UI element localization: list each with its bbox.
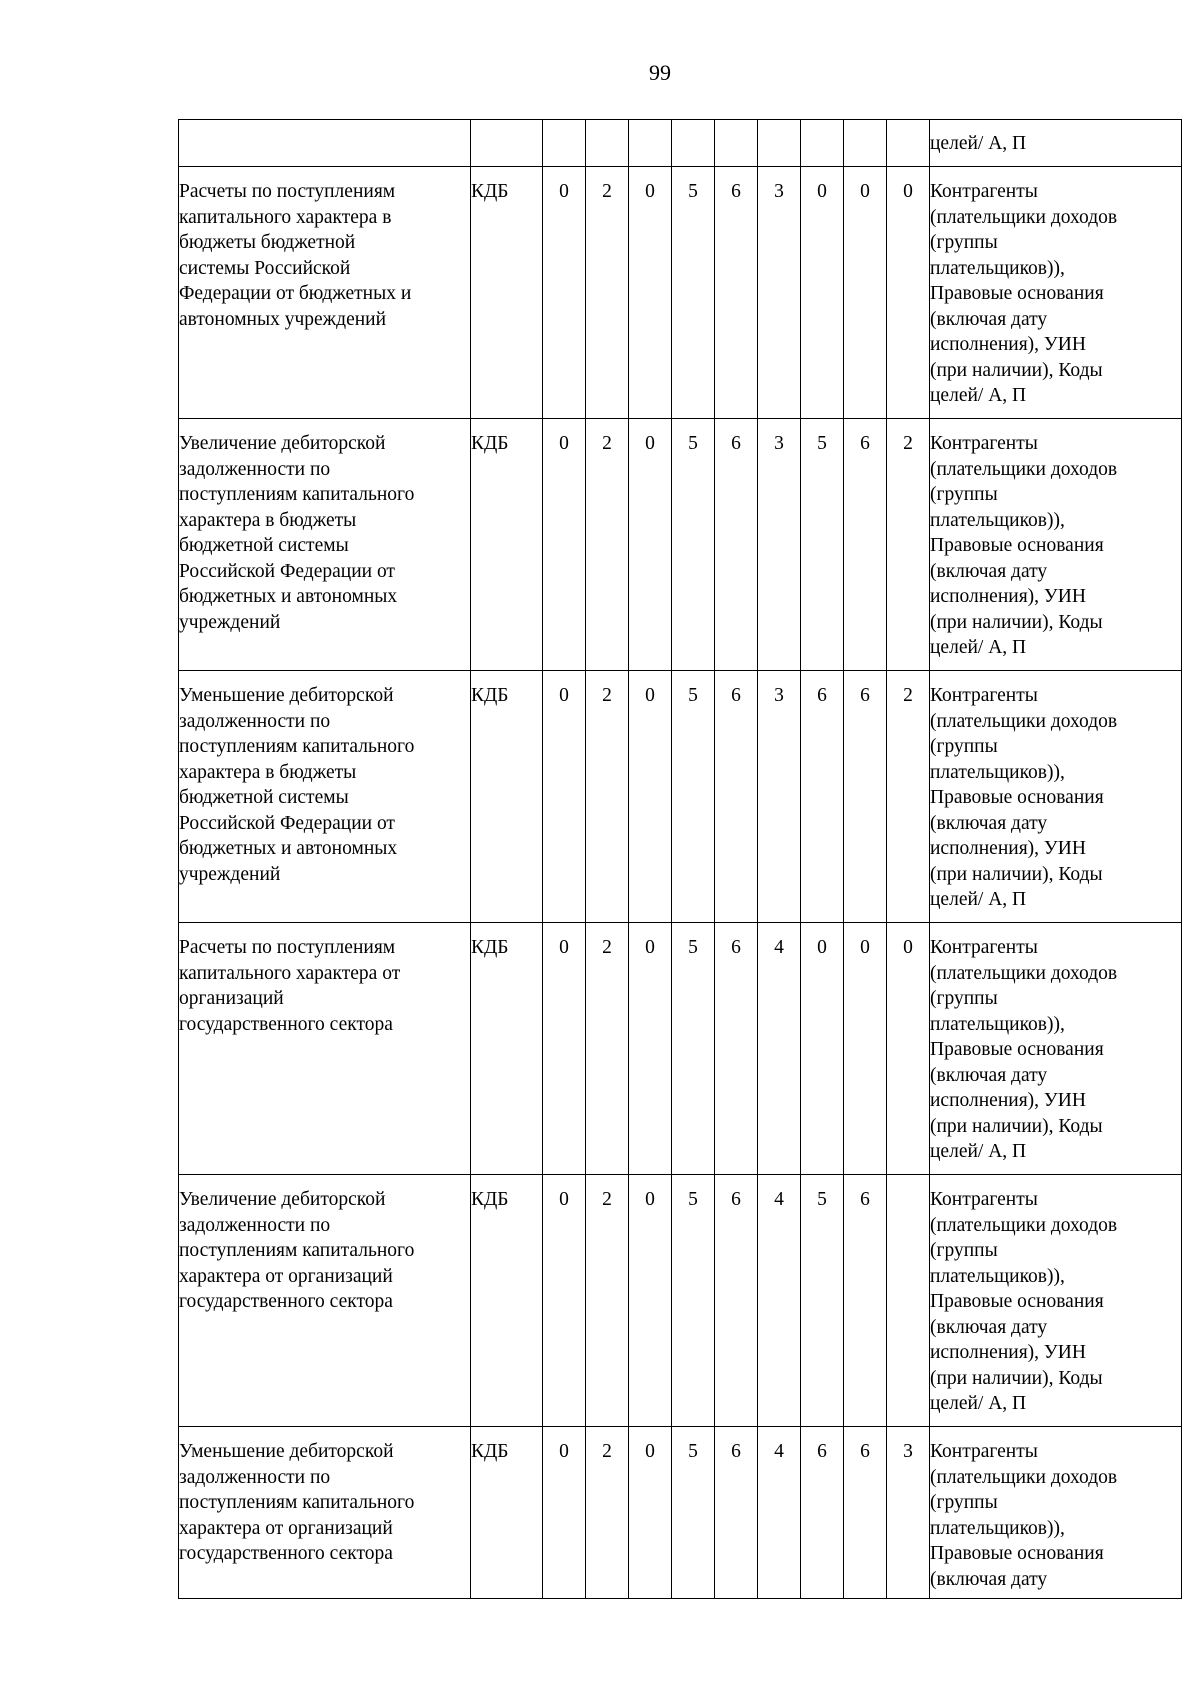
empty-cell <box>586 120 629 167</box>
analytics-line: Контрагенты <box>930 1189 1038 1210</box>
code-digit-cell: 6 <box>844 1175 887 1427</box>
analytics-cell <box>930 1427 1182 1599</box>
analytics-line: (группы <box>930 1240 998 1261</box>
account-name-line: учреждений <box>179 863 281 885</box>
page-number: 99 <box>649 60 671 85</box>
account-name-line: поступлениям капитального <box>179 736 415 757</box>
empty-cell <box>471 120 543 167</box>
account-name-cell <box>179 671 471 923</box>
table-row <box>179 419 1182 671</box>
code-digit-cell: 3 <box>887 1427 930 1599</box>
account-name-line: государственного сектора <box>179 1013 393 1035</box>
code-digit-cell: 5 <box>672 1175 715 1427</box>
account-name-line: Расчеты по поступлениям <box>179 937 396 958</box>
account-name-line: учреждений <box>179 611 281 633</box>
code-digit-cell: 6 <box>715 1175 758 1427</box>
account-name-line: характера от организаций <box>179 1517 393 1539</box>
type-cell: КДБ <box>471 923 543 1175</box>
account-name-line: Уменьшение дебиторской <box>179 1441 394 1462</box>
code-digit-cell: 4 <box>758 1175 801 1427</box>
analytics-line: исполнения), УИН <box>930 334 1086 355</box>
analytics-cell <box>930 120 1182 167</box>
empty-cell <box>715 120 758 167</box>
analytics-line: (группы <box>930 232 998 253</box>
code-digit-cell: 0 <box>543 671 586 923</box>
table-row-continuation <box>179 120 1182 167</box>
account-name-line: задолженности по <box>179 458 331 480</box>
account-name-line: характера в бюджеты <box>179 509 357 531</box>
analytics-line: (включая дату <box>930 1316 1048 1338</box>
analytics-line: целей/ А, П <box>930 385 1027 406</box>
empty-cell <box>543 120 586 167</box>
account-name-line: Уменьшение дебиторской <box>179 685 394 706</box>
analytics-line: Правовые основания <box>930 1039 1104 1060</box>
account-name-line: бюджетной системы <box>179 535 349 556</box>
analytics-line: (включая дату <box>930 560 1048 582</box>
account-name-line: государственного сектора <box>179 1543 393 1564</box>
code-digit-cell: 6 <box>715 923 758 1175</box>
account-name-line: Увеличение дебиторской <box>179 1189 386 1210</box>
analytics-line: (группы <box>930 1492 998 1513</box>
code-digit-cell: 6 <box>715 671 758 923</box>
analytics-line: плательщиков)), <box>930 257 1065 279</box>
code-digit-cell: 6 <box>844 419 887 671</box>
account-name-line: поступлениям капитального <box>179 1492 415 1513</box>
code-digit-cell: 0 <box>844 923 887 1175</box>
code-digit-cell: 0 <box>629 419 672 671</box>
table-row <box>179 167 1182 419</box>
account-name-line: задолженности по <box>179 1214 331 1236</box>
code-digit-cell: 2 <box>586 1427 629 1599</box>
analytics-line: (плательщики доходов <box>930 710 1118 732</box>
account-name-line: Российской Федерации от <box>179 560 395 582</box>
code-digit-cell: 5 <box>672 419 715 671</box>
analytics-line: плательщиков)), <box>930 761 1065 783</box>
analytics-line: Правовые основания <box>930 535 1104 556</box>
account-name-line: поступлениям капитального <box>179 1240 415 1261</box>
code-digit-cell: 5 <box>672 1427 715 1599</box>
account-name-cell <box>179 1175 471 1427</box>
analytics-line: Контрагенты <box>930 433 1038 454</box>
analytics-line: целей/ А, П <box>930 133 1027 154</box>
code-digit-cell: 3 <box>758 167 801 419</box>
code-digit-cell: 0 <box>543 923 586 1175</box>
analytics-line: исполнения), УИН <box>930 838 1086 859</box>
code-digit-cell: 0 <box>887 167 930 419</box>
analytics-line: (группы <box>930 736 998 757</box>
analytics-line: Контрагенты <box>930 1441 1038 1462</box>
code-digit-cell: 0 <box>543 167 586 419</box>
account-name-line: Федерации от бюджетных и <box>179 283 412 304</box>
code-digit-cell: 5 <box>672 923 715 1175</box>
analytics-line: (плательщики доходов <box>930 1466 1118 1488</box>
analytics-line: целей/ А, П <box>930 889 1027 910</box>
analytics-line: Правовые основания <box>930 1543 1104 1564</box>
code-digit-cell: 2 <box>586 671 629 923</box>
analytics-line: исполнения), УИН <box>930 1342 1086 1363</box>
empty-cell <box>758 120 801 167</box>
analytics-line: плательщиков)), <box>930 1265 1065 1287</box>
account-name-cell <box>179 419 471 671</box>
code-digit-cell: 2 <box>887 419 930 671</box>
account-name-line: системы Российской <box>179 257 351 279</box>
account-name-line: характера в бюджеты <box>179 761 357 783</box>
code-digit-cell: 2 <box>887 671 930 923</box>
analytics-line: (при наличии), Коды <box>930 1115 1103 1137</box>
code-digit-cell: 5 <box>672 167 715 419</box>
analytics-line: Контрагенты <box>930 937 1038 958</box>
code-digit-cell: 5 <box>801 419 844 671</box>
analytics-line: (группы <box>930 988 998 1009</box>
account-name-line: капитального характера от <box>179 962 401 984</box>
account-name-cell <box>179 167 471 419</box>
code-digit-cell: 4 <box>758 923 801 1175</box>
code-digit-cell: 0 <box>543 419 586 671</box>
analytics-line: Контрагенты <box>930 685 1038 706</box>
account-name-line: Российской Федерации от <box>179 812 395 834</box>
table-row <box>179 1175 1182 1427</box>
code-digit-cell: 6 <box>844 671 887 923</box>
account-name-line: бюджеты бюджетной <box>179 232 356 253</box>
table-row <box>179 671 1182 923</box>
analytics-line: (плательщики доходов <box>930 1214 1118 1236</box>
analytics-line: (включая дату <box>930 1064 1048 1086</box>
analytics-line: Правовые основания <box>930 1291 1104 1312</box>
code-digit-cell: 0 <box>801 923 844 1175</box>
empty-cell <box>629 120 672 167</box>
code-digit-cell: 0 <box>844 167 887 419</box>
analytics-cell <box>930 167 1182 419</box>
empty-cell <box>887 120 930 167</box>
code-digit-cell: 6 <box>844 1427 887 1599</box>
code-digit-cell: 4 <box>758 1427 801 1599</box>
analytics-cell <box>930 419 1182 671</box>
code-digit-cell: 2 <box>586 419 629 671</box>
code-digit-cell: 6 <box>715 167 758 419</box>
code-digit-cell: 0 <box>629 1427 672 1599</box>
code-digit-cell: 0 <box>543 1175 586 1427</box>
code-digit-cell: 6 <box>801 671 844 923</box>
account-name-line: задолженности по <box>179 1466 331 1488</box>
analytics-line: (при наличии), Коды <box>930 863 1103 885</box>
analytics-line: плательщиков)), <box>930 509 1065 531</box>
code-digit-cell: 6 <box>715 419 758 671</box>
accounts-table <box>178 119 1182 1599</box>
analytics-line: (при наличии), Коды <box>930 611 1103 633</box>
code-digit-cell: 3 <box>758 671 801 923</box>
analytics-line: плательщиков)), <box>930 1013 1065 1035</box>
empty-cell <box>672 120 715 167</box>
analytics-line: исполнения), УИН <box>930 586 1086 607</box>
account-name-line: автономных учреждений <box>179 308 387 330</box>
analytics-line: (включая дату <box>930 812 1048 834</box>
account-name-line: капитального характера в <box>179 206 392 228</box>
code-digit-cell: 5 <box>672 671 715 923</box>
empty-cell <box>179 120 471 167</box>
code-digit-cell: 0 <box>629 1175 672 1427</box>
account-name-line: бюджетных и автономных <box>179 586 398 607</box>
analytics-line: целей/ А, П <box>930 637 1027 658</box>
code-digit-cell: 2 <box>586 167 629 419</box>
analytics-line: исполнения), УИН <box>930 1090 1086 1111</box>
analytics-line: (плательщики доходов <box>930 458 1118 480</box>
analytics-cell <box>930 923 1182 1175</box>
account-name-line: бюджетной системы <box>179 787 349 808</box>
table-row <box>179 1427 1182 1599</box>
code-digit-cell <box>887 1175 930 1427</box>
code-digit-cell: 0 <box>543 1427 586 1599</box>
account-name-line: организаций <box>179 988 284 1009</box>
code-digit-cell: 0 <box>629 923 672 1175</box>
analytics-cell <box>930 671 1182 923</box>
analytics-line: целей/ А, П <box>930 1141 1027 1162</box>
analytics-line: (при наличии), Коды <box>930 1367 1103 1389</box>
analytics-line: целей/ А, П <box>930 1393 1027 1414</box>
analytics-line: Правовые основания <box>930 283 1104 304</box>
analytics-line: плательщиков)), <box>930 1517 1065 1539</box>
account-name-line: государственного сектора <box>179 1291 393 1312</box>
code-digit-cell: 6 <box>801 1427 844 1599</box>
empty-cell <box>844 120 887 167</box>
code-digit-cell: 2 <box>586 923 629 1175</box>
analytics-line: (плательщики доходов <box>930 962 1118 984</box>
table-row <box>179 923 1182 1175</box>
code-digit-cell: 3 <box>758 419 801 671</box>
account-name-cell <box>179 1427 471 1599</box>
account-name-line: бюджетных и автономных <box>179 838 398 859</box>
account-name-line: характера от организаций <box>179 1265 393 1287</box>
account-name-line: задолженности по <box>179 710 331 732</box>
type-cell: КДБ <box>471 1175 543 1427</box>
analytics-line: (при наличии), Коды <box>930 359 1103 381</box>
type-cell: КДБ <box>471 671 543 923</box>
analytics-line: Контрагенты <box>930 181 1038 202</box>
analytics-line: (включая дату <box>930 1568 1048 1590</box>
analytics-cell <box>930 1175 1182 1427</box>
analytics-line: (включая дату <box>930 308 1048 330</box>
analytics-line: Правовые основания <box>930 787 1104 808</box>
account-name-cell <box>179 923 471 1175</box>
code-digit-cell: 0 <box>629 671 672 923</box>
code-digit-cell: 0 <box>629 167 672 419</box>
code-digit-cell: 2 <box>586 1175 629 1427</box>
code-digit-cell: 5 <box>801 1175 844 1427</box>
account-name-line: Увеличение дебиторской <box>179 433 386 454</box>
type-cell: КДБ <box>471 419 543 671</box>
code-digit-cell: 0 <box>801 167 844 419</box>
analytics-line: (плательщики доходов <box>930 206 1118 228</box>
type-cell: КДБ <box>471 1427 543 1599</box>
analytics-line: (группы <box>930 484 998 505</box>
code-digit-cell: 0 <box>887 923 930 1175</box>
empty-cell <box>801 120 844 167</box>
code-digit-cell: 6 <box>715 1427 758 1599</box>
account-name-line: Расчеты по поступлениям <box>179 181 396 202</box>
type-cell: КДБ <box>471 167 543 419</box>
account-name-line: поступлениям капитального <box>179 484 415 505</box>
